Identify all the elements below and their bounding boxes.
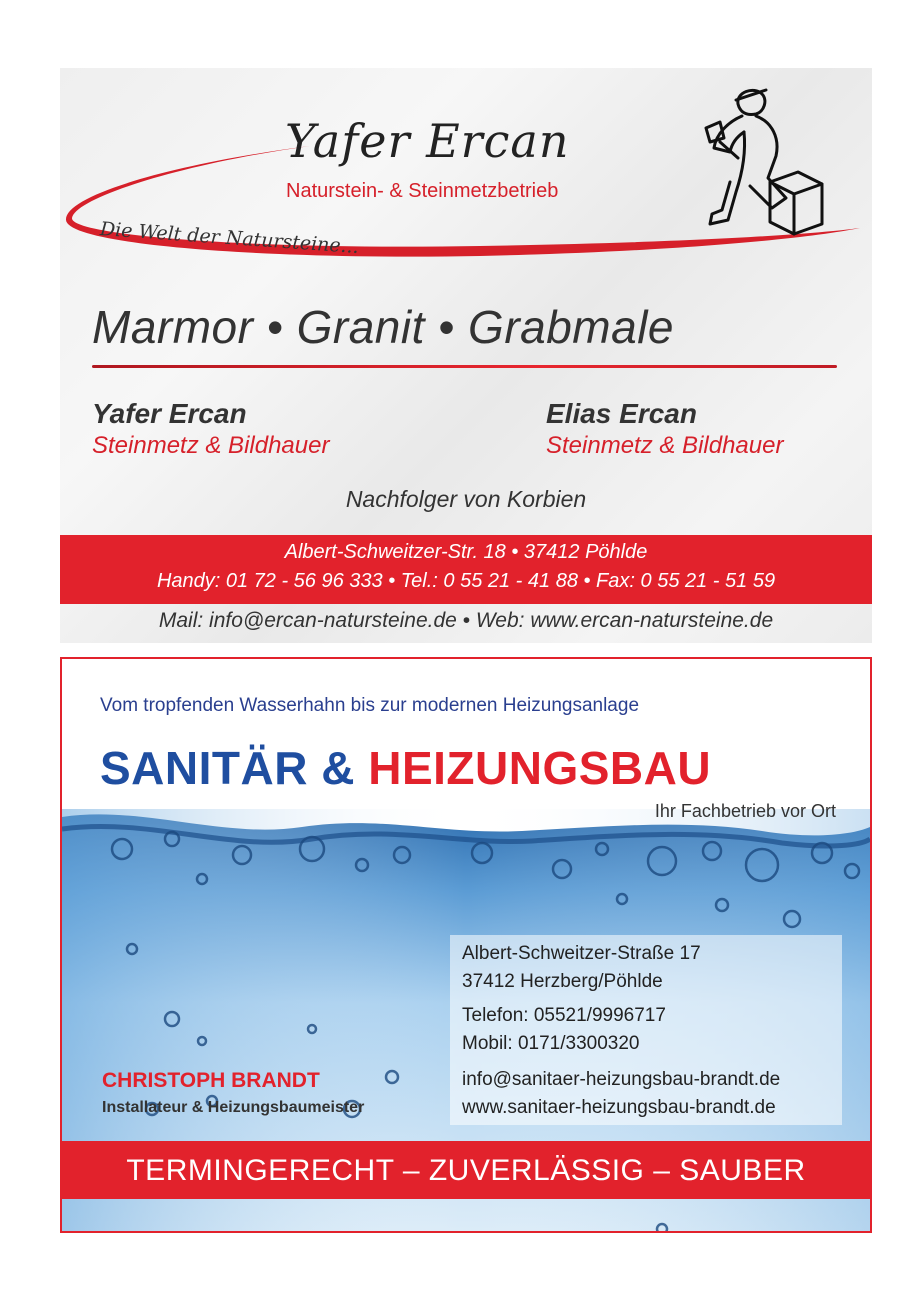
stonemason-figure-icon (676, 82, 826, 237)
phone-line: Handy: 01 72 - 56 96 333 • Tel.: 0 55 21 - 41 88 • Fax: 0 55 21 - 51 59 (156, 570, 776, 592)
company-title (100, 741, 711, 795)
headline-underline (92, 365, 837, 368)
person-role: Steinmetz & Bildhauer (546, 432, 784, 459)
person-card (546, 398, 783, 460)
website-address[interactable]: www.sanitaer-heizungsbau-brandt.de (462, 1097, 776, 1118)
slogan-band (62, 1141, 870, 1199)
natursteine-ad (60, 68, 872, 643)
person-name: Yafer Ercan (92, 398, 247, 429)
street-address: Albert-Schweitzer-Straße 17 (462, 943, 701, 964)
bottom-slogan: TERMINGERECHT – ZUVERLÄSSIG – SAUBER (126, 1154, 806, 1187)
person-role: Steinmetz & Bildhauer (92, 432, 330, 459)
logo-subtitle: Naturstein- & Steinmetzbetrieb (286, 180, 559, 202)
sanitaer-ad (60, 657, 872, 1233)
title-part-heizungsbau: HEIZUNGSBAU (368, 742, 712, 794)
mobile-number: Mobil: 0171/3300320 (462, 1033, 640, 1054)
owner-name: CHRISTOPH BRANDT (102, 1069, 320, 1092)
tagline: Vom tropfenden Wasserhahn bis zur modernen Heizungsanlage (100, 695, 640, 716)
slogan: Die Welt der Natursteine... (99, 218, 360, 259)
contact-band (60, 535, 872, 604)
company-subtitle: Ihr Fachbetrieb vor Ort (654, 801, 836, 821)
address-line: Albert-Schweitzer-Str. 18 • 37412 Pöhlde (284, 541, 648, 563)
phone-number: Telefon: 05521/9996717 (462, 1005, 666, 1026)
headline: Marmor • Granit • Grabmale (92, 301, 675, 353)
mail-web-line[interactable]: Mail: info@ercan-natursteine.de • Web: www.ercan-natursteine.de (158, 609, 774, 632)
logo-name: Yafer Ercan (285, 114, 570, 168)
successor-note: Nachfolger von Korbien (345, 486, 587, 512)
city-address: 37412 Herzberg/Pöhlde (462, 971, 663, 992)
owner-role: Installateur & Heizungsbaumeister (102, 1099, 365, 1116)
person-name: Elias Ercan (546, 398, 697, 429)
email-address[interactable]: info@sanitaer-heizungsbau-brandt.de (462, 1069, 781, 1090)
title-part-sanitaer: SANITÄR & (100, 742, 355, 794)
person-card (92, 398, 329, 460)
